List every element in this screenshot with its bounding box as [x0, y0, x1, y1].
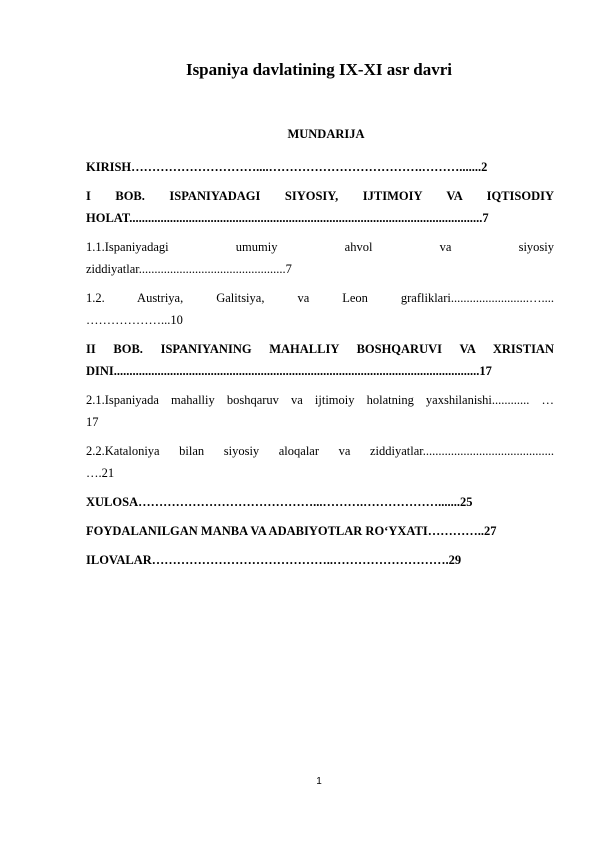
toc-entry-ilovalar[interactable]	[86, 549, 554, 571]
toc-entry-section-1-2-line-2: ………………...10	[86, 313, 183, 327]
toc-entry-bob-1-line-2: HOLAT.................................................................................................................7	[86, 211, 489, 225]
toc-entry-kirish-text: KIRISH…………………………....……………………………….……….......2	[86, 160, 488, 174]
toc-entry-foydalanilgan-adabiyotlar[interactable]	[86, 520, 554, 542]
toc-entry-section-1-2-line-1: 1.2. Austriya, Galitsiya, va Leon grafliklari.........................…....	[86, 291, 554, 305]
toc-entry-section-1-1-line-2: ziddiyatlar...............................................7	[86, 262, 292, 276]
toc-entry-section-2-2[interactable]	[86, 440, 554, 484]
toc-entry-bob-2[interactable]	[86, 338, 554, 382]
toc-entry-bob-2-line-1: II BOB. ISPANIYANING MAHALLIY BOSHQARUVI VA XRISTIAN	[86, 342, 554, 356]
toc-entry-bob-2-line-2: DINI.....................................................................................................................17	[86, 364, 492, 378]
toc-entry-bob-1-line-1: I BOB. ISPANIYADAGI SIYOSIY, IJTIMOIY VA IQTISODIY	[86, 189, 554, 203]
toc-entry-section-1-1-line-1: 1.1.Ispaniyadagi umumiy ahvol va siyosiy	[86, 240, 554, 254]
toc-entry-section-2-2-line-1: 2.2.Kataloniya bilan siyosiy aloqalar va ziddiyatlar..........................................	[86, 444, 554, 458]
toc-entry-foydalanilgan-adabiyotlar-text: FOYDALANILGAN MANBA VA ADABIYOTLAR RO‘YXATI…………..27	[86, 524, 497, 538]
toc-entry-ilovalar-text: ILOVALAR……………………………………..……………………….29	[86, 553, 462, 567]
toc-entry-section-2-2-line-2: ….21	[86, 466, 115, 480]
toc-entry-section-1-1[interactable]	[86, 236, 554, 280]
document-title: Ispaniya davlatining IX-XI asr davri	[185, 60, 453, 79]
toc-heading: MUNDARIJA	[287, 127, 365, 141]
toc-entry-section-2-1[interactable]	[86, 389, 554, 433]
toc-entry-section-2-1-line-1: 2.1.Ispaniyada mahalliy boshqaruv va ijtimoiy holatning yaxshilanishi............ …	[86, 393, 554, 407]
toc-entry-kirish[interactable]	[86, 156, 554, 178]
toc-entry-section-2-1-line-2: 17	[86, 415, 99, 429]
toc-entry-bob-1[interactable]	[86, 185, 554, 229]
toc-entry-section-1-2[interactable]	[86, 287, 554, 331]
page-number: 1	[316, 776, 322, 787]
toc-entry-xulosa-text: XULOSA……………………………………...……….……………….......25	[86, 495, 473, 509]
table-of-contents	[86, 156, 554, 578]
toc-entry-xulosa[interactable]	[86, 491, 554, 513]
